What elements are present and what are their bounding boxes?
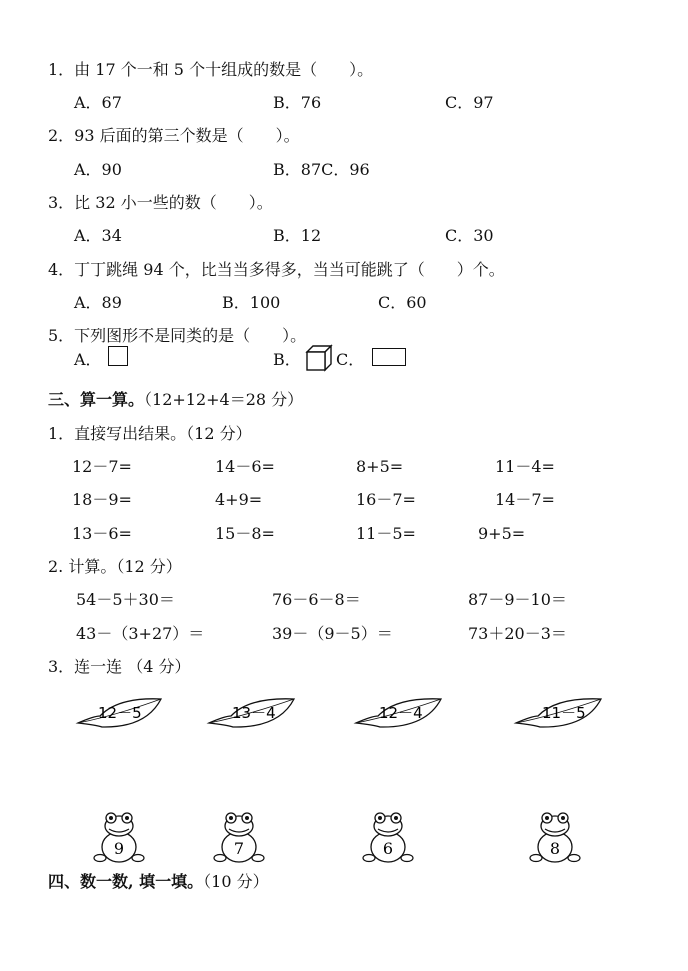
leaf-icon	[74, 694, 164, 734]
frog-icon	[363, 812, 413, 864]
mental-math-item: 4+9=	[215, 490, 263, 509]
q5-option-c: C．	[336, 350, 365, 369]
calc-item: 76－6－8＝	[272, 590, 361, 609]
frog-number: 7	[233, 839, 245, 858]
q2-option-bc: B．87C．96	[273, 160, 370, 179]
mental-math-item: 12－7=	[72, 457, 132, 476]
section-3-score: （12+12+4＝28 分）	[144, 390, 304, 409]
calc-item: 39－（9－5）＝	[272, 624, 393, 643]
square-shape-icon	[108, 346, 128, 366]
mental-math-item: 14－6=	[215, 457, 275, 476]
cube-shape-icon	[306, 345, 332, 371]
q3-option-a: A．34	[74, 226, 122, 245]
frog-icon	[94, 812, 144, 864]
frog-icon	[530, 812, 580, 864]
section-3-heading	[48, 390, 303, 410]
section-4-score: （10 分）	[203, 872, 269, 891]
section-4-heading	[48, 872, 269, 892]
q4-option-c: C．60	[378, 293, 427, 312]
leaf-label: 11－5	[542, 704, 586, 722]
question-3: 3．比 32 小一些的数（ ）。	[48, 193, 273, 212]
leaf-label: 13－4	[232, 704, 276, 722]
frog-number: 8	[549, 839, 561, 858]
section-4-title: 四、数一数, 填一填。	[48, 872, 204, 891]
question-4: 4．丁丁跳绳 94 个，比当当多得多，当当可能跳了（ ）个。	[48, 260, 505, 279]
part-1-title: 1．直接写出结果。（12 分）	[48, 424, 252, 443]
calc-item: 87－9－10＝	[468, 590, 567, 609]
leaf-icon	[512, 694, 604, 734]
q5-option-b: B．	[273, 350, 301, 369]
calc-item: 73＋20－3＝	[468, 624, 567, 643]
mental-math-item: 11－5=	[356, 524, 416, 543]
mental-math-item: 14－7=	[495, 490, 555, 509]
leaf-label: 12－5	[98, 704, 142, 722]
q3-option-b: B．12	[273, 226, 322, 245]
leaf-icon	[352, 694, 444, 734]
frog-number: 9	[113, 839, 125, 858]
q4-option-a: A．89	[74, 293, 122, 312]
leaf-icon	[205, 694, 297, 734]
q1-option-a: A．67	[74, 93, 122, 112]
question-5: 5．下列图形不是同类的是（ ）。	[48, 326, 307, 345]
frog-icon	[214, 812, 264, 864]
part-3-title: 3．连一连 （4 分）	[48, 657, 191, 676]
section-3-title: 三、算一算。	[48, 390, 145, 409]
q1-option-b: B．76	[273, 93, 322, 112]
q3-option-c: C．30	[445, 226, 494, 245]
mental-math-item: 16－7=	[356, 490, 416, 509]
rectangle-shape-icon	[372, 348, 406, 366]
question-1: 1．由 17 个一和 5 个十组成的数是（ ）。	[48, 60, 374, 79]
part-2-title: 2. 计算。（12 分）	[48, 557, 182, 576]
q4-option-b: B．100	[222, 293, 281, 312]
calc-item: 54－5＋30＝	[76, 590, 175, 609]
q2-option-a: A．90	[74, 160, 122, 179]
mental-math-item: 15－8=	[215, 524, 275, 543]
mental-math-item: 8+5=	[356, 457, 404, 476]
q1-option-c: C．97	[445, 93, 494, 112]
frog-number: 6	[382, 839, 394, 858]
question-2: 2．93 后面的第三个数是（ ）。	[48, 126, 300, 145]
q5-option-a: A．	[74, 350, 102, 369]
mental-math-item: 18－9=	[72, 490, 132, 509]
leaf-label: 12－4	[379, 704, 423, 722]
mental-math-item: 11－4=	[495, 457, 555, 476]
mental-math-item: 9+5=	[478, 524, 526, 543]
mental-math-item: 13－6=	[72, 524, 132, 543]
calc-item: 43－（3+27）＝	[76, 624, 205, 643]
